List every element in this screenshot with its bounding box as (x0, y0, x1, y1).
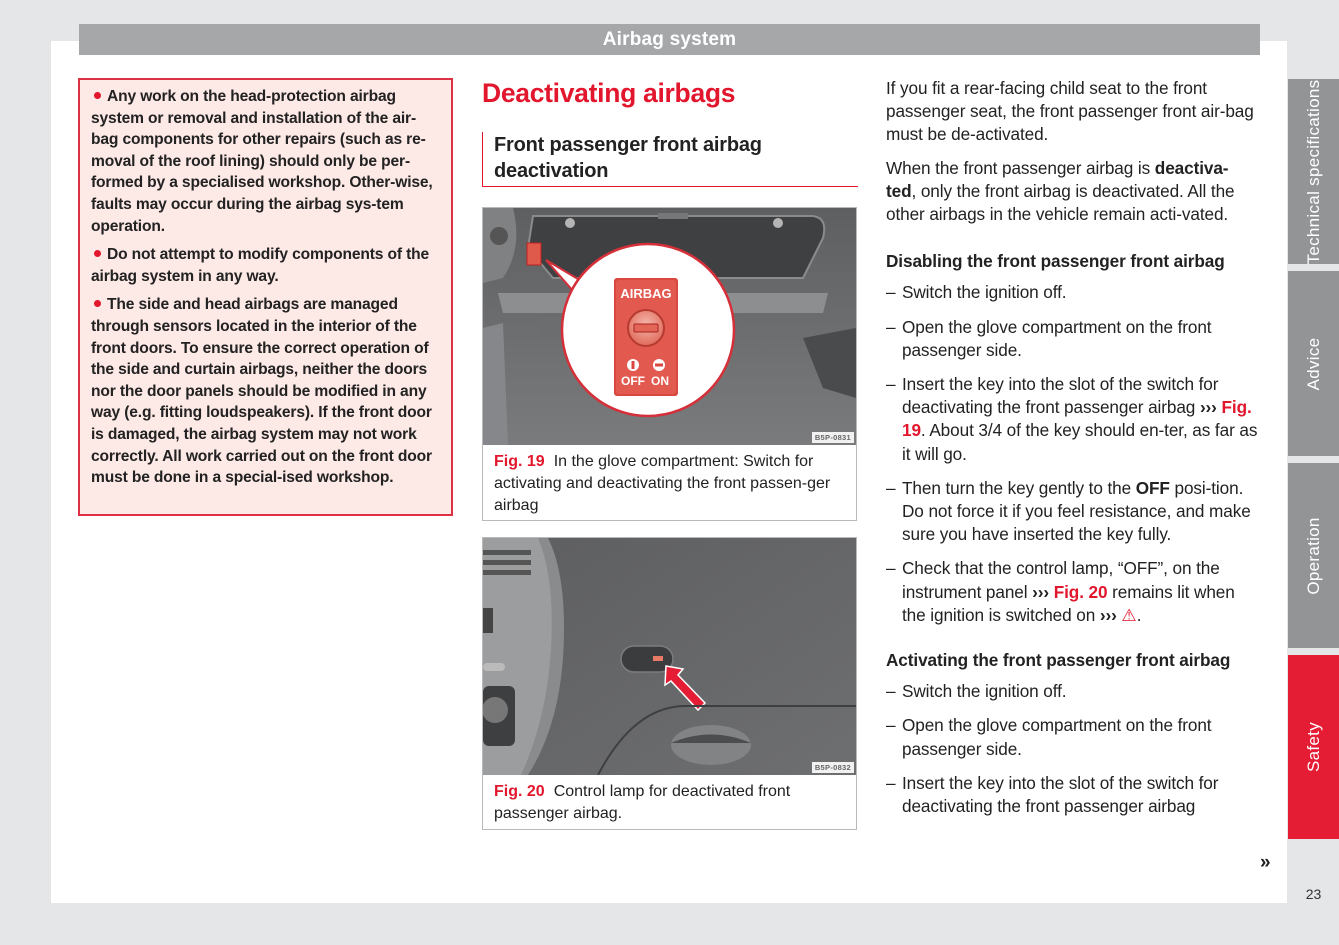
disable-steps-list (886, 281, 1258, 627)
bullet-icon (94, 300, 101, 307)
step-item: – Open the glove compartment on the front passenger side. (886, 715, 1212, 759)
step-item: – Open the glove compartment on the front passenger side. (886, 316, 1212, 360)
warning-item: Any work on the head-protection airbag system or removal and installation of the air-bag components for other repairs (such as re-moval of the roof lining) should only be per-formed by a specialised workshop. Other-wise, faults may occur during the airbag sys-tem operation. (91, 88, 433, 235)
figure-code: B5P-0832 (812, 762, 854, 773)
step-item: – Switch the ignition off. (886, 282, 1067, 303)
svg-text:AIRBAG: AIRBAG (620, 286, 672, 301)
chapter-header: Airbag system (79, 24, 1260, 55)
control-lamp-image (483, 538, 856, 775)
tab-advice[interactable]: Advice (1288, 271, 1339, 456)
svg-text:OFF: OFF (621, 374, 645, 388)
middle-column (482, 74, 858, 187)
figure-label: Fig. 19 (494, 453, 545, 470)
step-item: – Insert the key into the slot of the switch for deactivating the front passenger airbag ››› Fig. 19. About 3/4 of the key should en-ter, as far as it will go. (886, 374, 1258, 464)
figure-19 (482, 207, 857, 521)
tab-operation[interactable]: Operation (1288, 463, 1339, 648)
svg-text:ON: ON (651, 374, 669, 388)
step-item: – Insert the key into the slot of the switch for deactivating the front passenger airbag (886, 772, 1219, 817)
glove-compartment-switch-image (483, 208, 856, 445)
figure-20 (482, 537, 857, 830)
figure-code: B5P-0831 (812, 432, 854, 443)
tab-safety[interactable]: Safety (1288, 655, 1339, 839)
dashboard-illustration (483, 538, 856, 775)
step-item: – Check that the control lamp, “OFF”, on the instrument panel ››› Fig. 20 remains lit when the ignition is switched on ››› ⚠. (886, 558, 1235, 625)
step-item: – Then turn the key gently to the OFF posi-tion. Do not force it if you feel resistance, and make sure you have inserted the key fully. (886, 477, 1251, 545)
figure-caption: Fig. 20 Control lamp for deactivated front passenger airbag. (494, 783, 791, 822)
figure-caption: Fig. 19 In the glove compartment: Switch for activating and deactivating the front passen-ger airbag (494, 453, 831, 514)
warning-item: The side and head airbags are managed through sensors located in the interior of the front doors. To ensure the correct operation of the side and curtain airbags, neither the doors nor the door panels should be modified in any way (e.g. fitting loudspeakers). If the front door is damaged, the airbag system may not work correctly. All work carried out on the front door must be done in a special-ised workshop. (91, 296, 432, 487)
warning-link[interactable]: ››› ⚠ (1099, 604, 1137, 625)
activate-steps-list (886, 680, 1258, 818)
page-title: Deactivating airbags (482, 78, 736, 108)
activate-heading: Activating the front passenger front airbag (886, 650, 1231, 671)
intro-paragraph: If you fit a rear-facing child seat to the front passenger seat, the front passenger front air-bag must be de-activated. (886, 78, 1254, 145)
deactivated-paragraph: When the front passenger airbag is deactiva-ted, only the front airbag is deactivated. All the other airbags in the vehicle remain acti-vated. (886, 157, 1235, 225)
fig-20-link[interactable]: ››› Fig. 20 (1032, 581, 1108, 602)
bullet-icon (94, 250, 101, 257)
tab-technical-specifications[interactable]: Technical specifications (1288, 79, 1339, 264)
section-title: Front passenger front airbag deactivation (482, 132, 858, 187)
glove-compartment-illustration (483, 208, 856, 445)
page-number: 23 (1305, 886, 1322, 902)
warning-box (78, 78, 453, 516)
right-column (886, 77, 1258, 829)
disable-heading: Disabling the front passenger front airbag (886, 251, 1225, 272)
step-item: – Switch the ignition off. (886, 681, 1067, 702)
bullet-icon (94, 92, 101, 99)
figure-label: Fig. 20 (494, 783, 545, 800)
warning-triangle-icon: ⚠ (1121, 604, 1137, 625)
continue-arrow-icon: » (1260, 852, 1271, 873)
warning-item: Do not attempt to modify components of the airbag system in any way. (91, 246, 430, 285)
fig-19-link[interactable]: ››› Fig. 19 (902, 397, 1252, 441)
